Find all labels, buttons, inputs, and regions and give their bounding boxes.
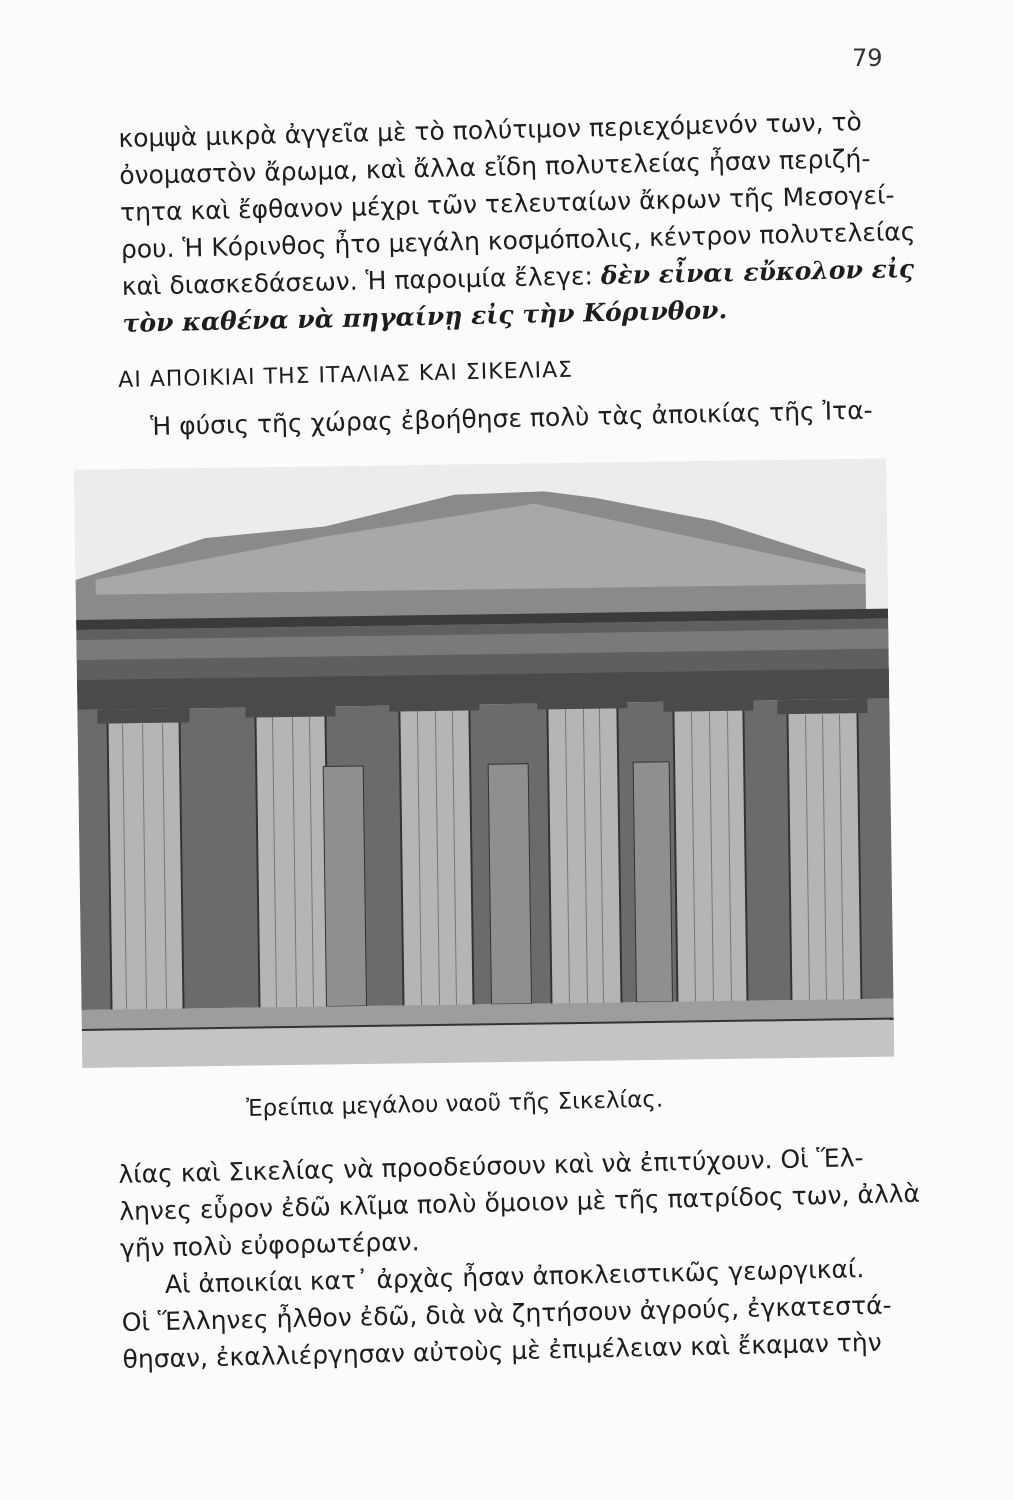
text-line: Αἱ ἀποικίαι κατ᾿ ἀρχὰς ἦσαν ἀποκλειστικῶς γεωργικαί. xyxy=(164,1254,865,1299)
text-line: τητα καὶ ἔφθανον μέχρι τῶν τελευταίων ἄκρων τῆς Μεσογεί- xyxy=(119,180,895,227)
proverb-italic: τὸν καθένα νὰ πηγαίνῃ εἰς τὴν Κόρινθον. xyxy=(122,295,728,338)
section-heading: ΑΙ ΑΠΟΙΚΙΑΙ ΤΗΣ ΙΤΑΛΙΑΣ ΚΑΙ ΣΙΚΕΛΙΑΣ xyxy=(118,357,574,393)
text-line: Οἱ Ἕλληνες ἦλθον ἐδῶ, διὰ νὰ ζητήσουν ἀγρούς, ἐγκατεστά- xyxy=(121,1290,892,1337)
temple-illustration xyxy=(74,459,894,1068)
temple-photo xyxy=(74,459,894,1068)
proverb-italic: δὲν εἶναι εὔκολον εἰς xyxy=(600,253,915,291)
figure-caption: Ἐρείπια μεγάλου ναοῦ τῆς Σικελίας. xyxy=(246,1086,664,1122)
text-plain: καὶ διασκεδάσεων. Ἡ παροιμία ἔλεγε: xyxy=(121,261,602,301)
page-number: 79 xyxy=(852,44,883,72)
text-line: γῆν πολὺ εὐφορωτέραν. xyxy=(119,1227,420,1263)
section-first-line: Ἡ φύσις τῆς χώρας ἐβοήθησε πολὺ τὰς ἀποικίας τῆς Ἰτα- xyxy=(150,395,873,441)
text-line: κομψὰ μικρὰ ἀγγεῖα μὲ τὸ πολύτιμον περιεχόμενόν των, τὸ xyxy=(118,107,863,153)
top-paragraph xyxy=(118,102,916,342)
text-line: θησαν, ἐκαλλιέργησαν αὐτοὺς μὲ ἐπιμέλειαν καὶ ἔκαμαν τὴν xyxy=(122,1327,882,1374)
bottom-paragraph xyxy=(118,1138,921,1378)
text-line: ληνες εὗρον ἐδῶ κλῖμα πολὺ ὅμοιον μὲ τῆς πατρίδος των, ἀλλὰ xyxy=(118,1178,921,1226)
text-line: λίας καὶ Σικελίας νὰ προοδεύσουν καὶ νὰ ἐπιτύχουν. Οἱ Ἕλ- xyxy=(118,1143,864,1189)
text-line: ρου. Ἡ Κόρινθος ἦτο μεγάλη κοσμόπολις, κέντρον πολυτελείας xyxy=(120,216,916,264)
text-line: ὀνομαστὸν ἄρωμα, καὶ ἄλλα εἴδη πολυτελείας ἦσαν περιζή- xyxy=(118,143,871,190)
